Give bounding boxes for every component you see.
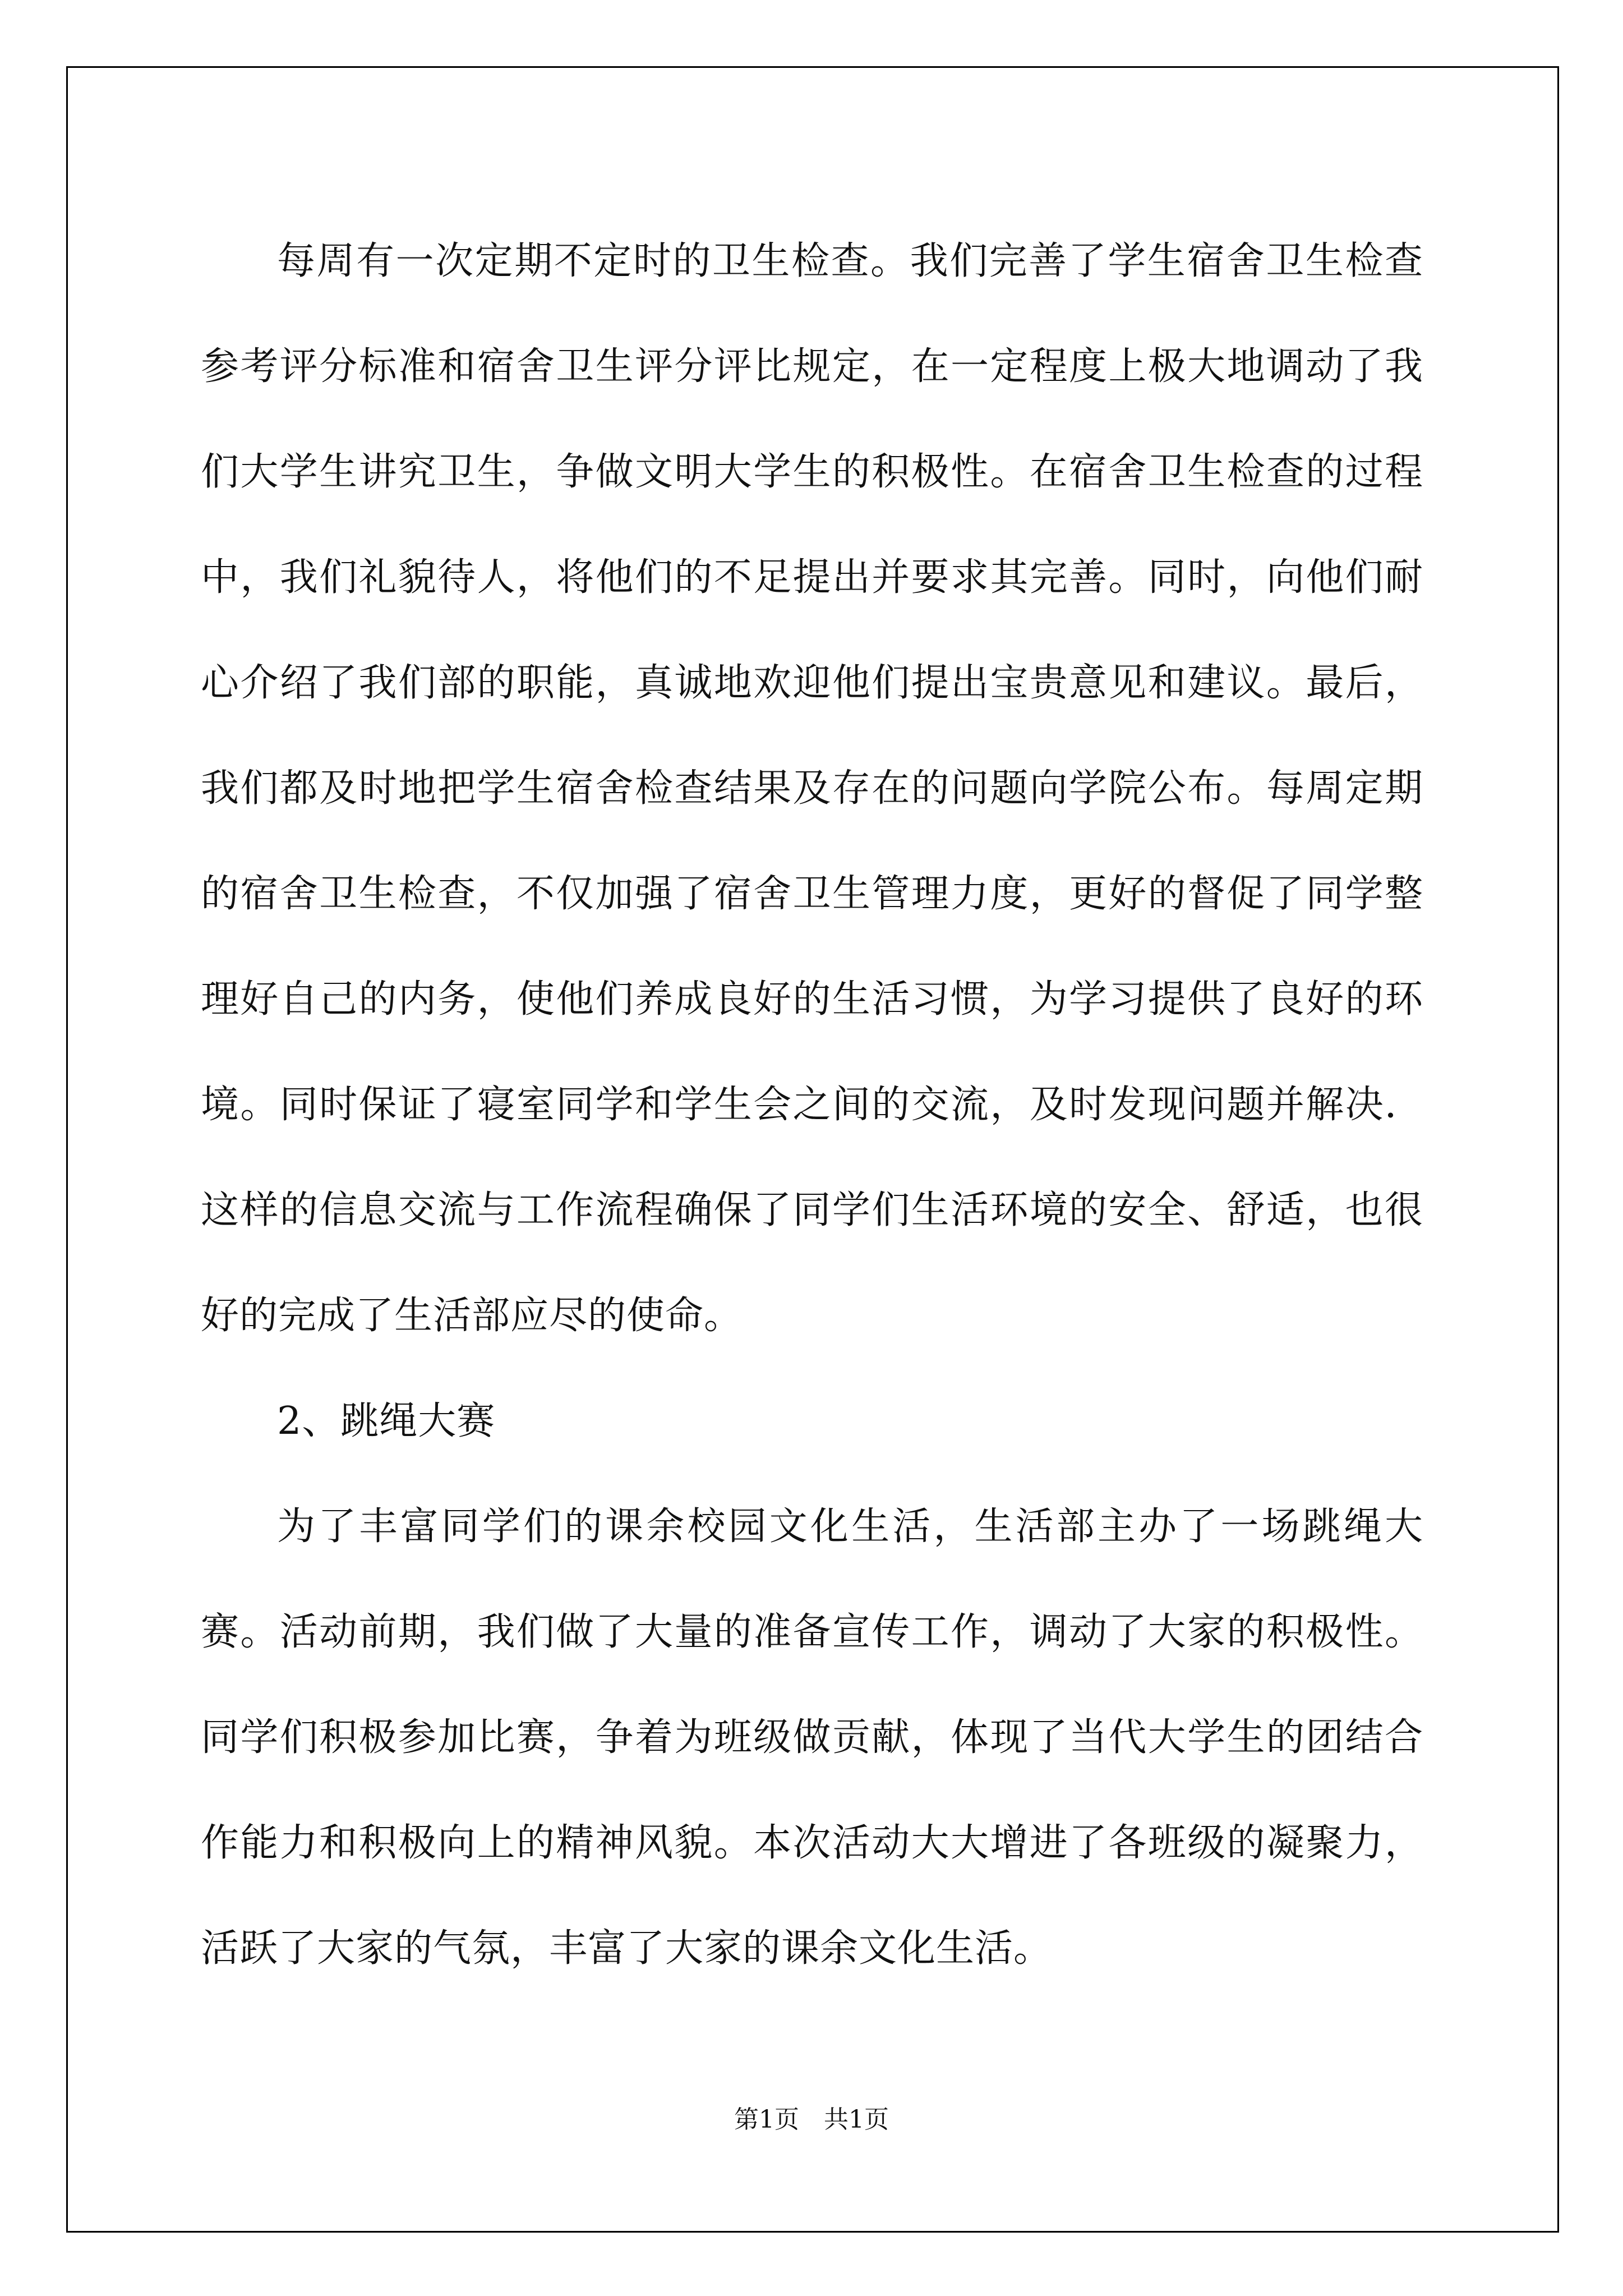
paragraph-hygiene-inspection: 每周有一次定期不定时的卫生检查。我们完善了学生宿舍卫生检查参考评分标准和宿舍卫生评分评比规定，在一定程度上极大地调动了我们大学生讲究卫生，争做文明大学生的积极性。在宿舍卫生检查的过程中，我们礼貌待人，将他们的不足提出并要求其完善。同时，向他们耐心介绍了我们部的职能，真诚地欢迎他们提出宝贵意见和建议。最后，我们都及时地把学生宿舍检查结果及存在的问题向学院公布。每周定期的宿舍卫生检查，不仅加强了宿舍卫生管理力度，更好的督促了同学整理好自己的内务，使他们养成良好的生活习惯，为学习提供了良好的环境。同时保证了寝室同学和学生会之间的交流，及时发现问题并解决．这样的信息交流与工作流程确保了同学们生活环境的安全、舒适，也很好的完成了生活部应尽的使命。 xyxy=(201,239,1423,1338)
paragraph-rope-skipping-contest: 为了丰富同学们的课余校园文化生活，生活部主办了一场跳绳大赛。活动前期，我们做了大量的准备宣传工作，调动了大家的积极性。同学们积极参加比赛，争着为班级做贡献，体现了当代大学生的团结合作能力和积极向上的精神风貌。本次活动大大增进了各班级的凝聚力，活跃了大家的气氛，丰富了大家的课余文化生活。 xyxy=(201,1504,1423,1971)
section-heading-rope-skipping: 2、跳绳大赛 xyxy=(277,1399,496,1443)
document-body xyxy=(201,209,1423,2001)
page-footer: 第1页 共1页 xyxy=(734,2105,889,2134)
